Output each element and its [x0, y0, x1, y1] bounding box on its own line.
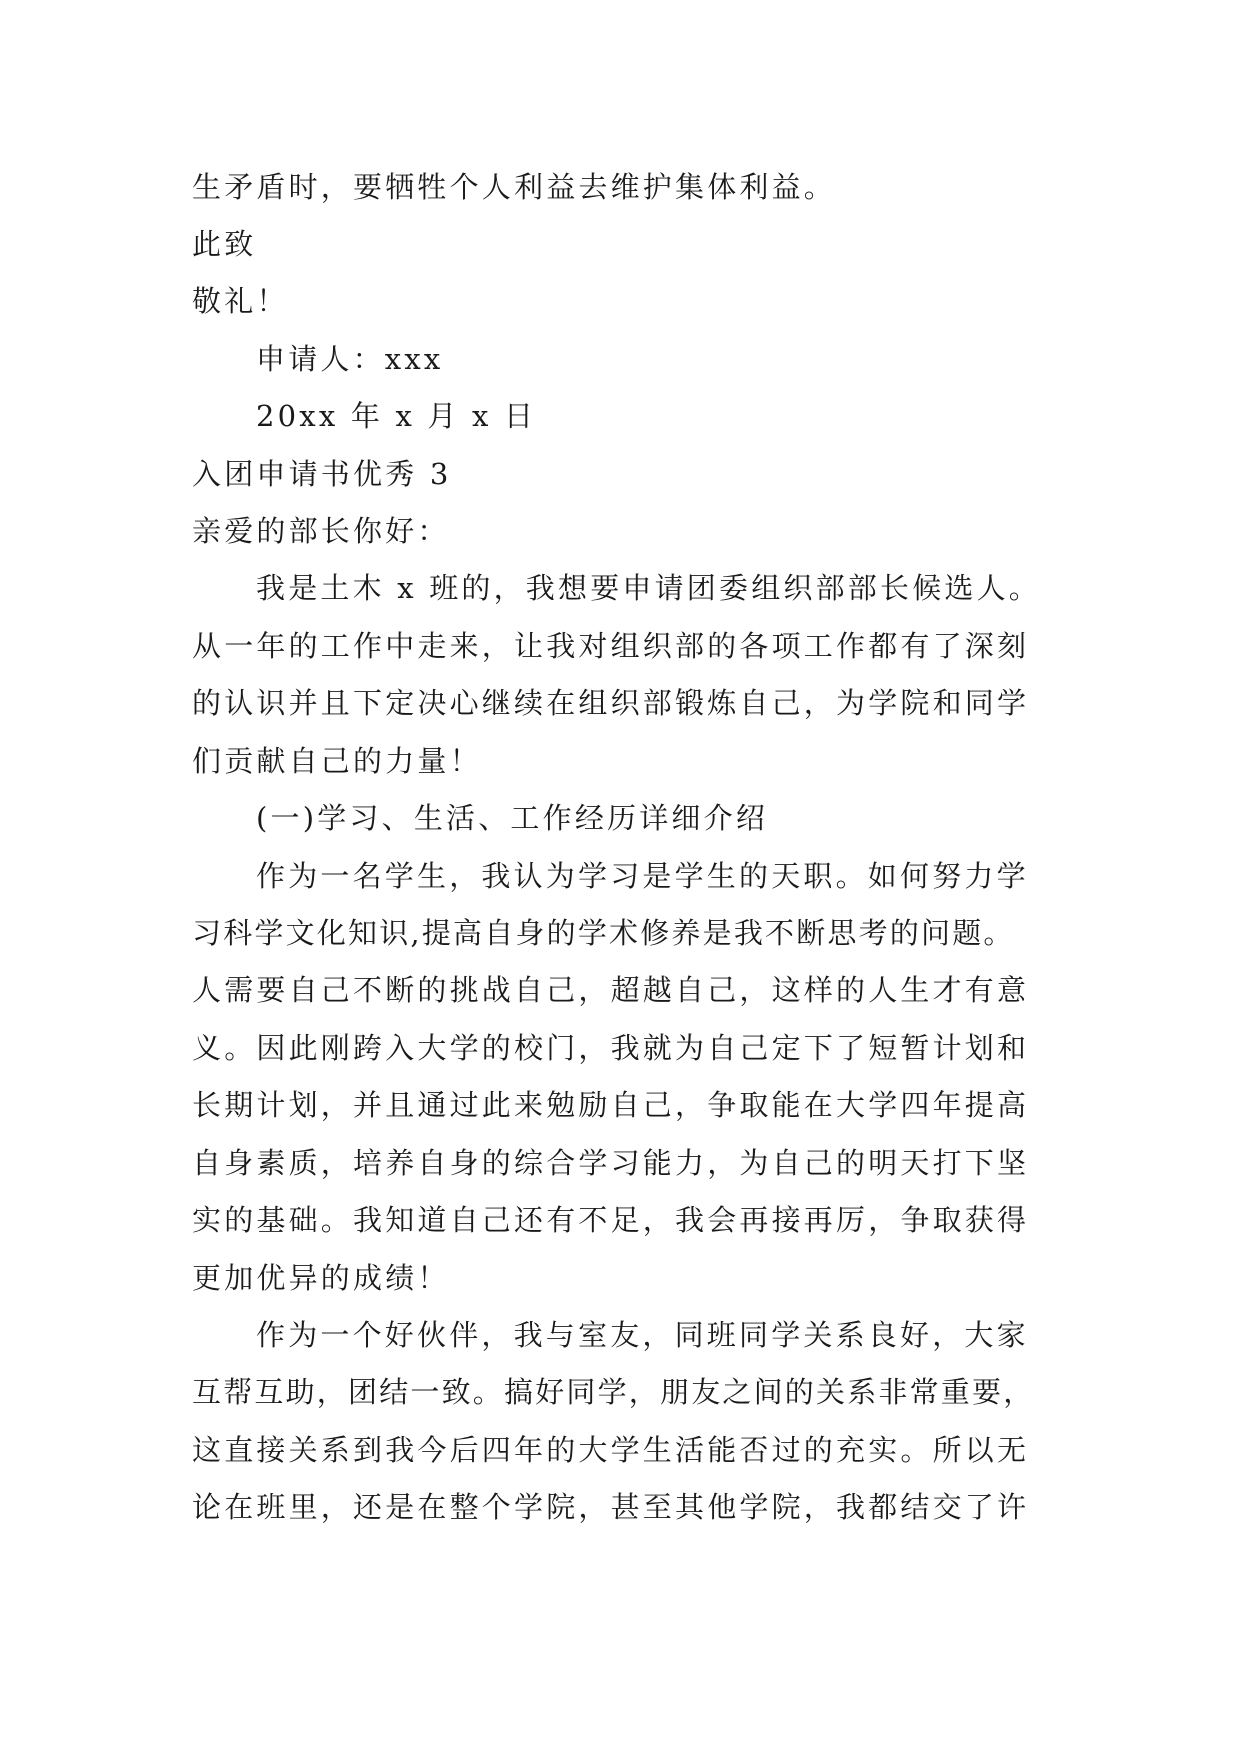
closing-salutation: 此致 [192, 227, 257, 261]
paragraph-line: 的认识并且下定决心继续在组织部锻炼自己，为学院和同学 [192, 686, 1030, 720]
applicant-signature: 申请人：xxx [256, 342, 444, 376]
paragraph-line: 义。因此刚跨入大学的校门，我就为自己定下了短暂计划和 [192, 1031, 1030, 1065]
paragraph-line: 论在班里，还是在整个学院，甚至其他学院，我都结交了许 [192, 1490, 1030, 1524]
paragraph-line: 们贡献自己的力量！ [192, 744, 482, 778]
paragraph-line: 从一年的工作中走来，让我对组织部的各项工作都有了深刻 [192, 629, 1030, 663]
paragraph-line: 我是土木 x 班的，我想要申请团委组织部部长候选人。 [256, 571, 1041, 605]
paragraph-line: 长期计划，并且通过此来勉励自己，争取能在大学四年提高 [192, 1088, 1030, 1122]
paragraph-line: 习科学文化知识,提高自身的学术修养是我不断思考的问题。 [192, 916, 1015, 950]
paragraph-line: 互帮互助，团结一致。搞好同学，朋友之间的关系非常重要， [192, 1375, 1035, 1409]
paragraph-line: 自身素质，培养自身的综合学习能力，为自己的明天打下坚 [192, 1146, 1030, 1180]
closing-regards: 敬礼！ [192, 284, 289, 318]
date-line: 20xx 年 x 月 x 日 [256, 399, 537, 433]
paragraph-line: 作为一名学生，我认为学习是学生的天职。如何努力学 [256, 859, 1029, 893]
paragraph-line: 实的基础。我知道自己还有不足，我会再接再厉，争取获得 [192, 1203, 1030, 1237]
paragraph-line: 更加优异的成绩！ [192, 1261, 450, 1295]
paragraph-line: 这直接关系到我今后四年的大学生活能否过的充实。所以无 [192, 1433, 1030, 1467]
subsection-heading: (一)学习、生活、工作经历详细介绍 [256, 801, 769, 835]
paragraph-line: 人需要自己不断的挑战自己，超越自己，这样的人生才有意 [192, 973, 1030, 1007]
text-line: 生矛盾时，要牺牲个人利益去维护集体利益。 [192, 170, 837, 204]
section-heading: 入团申请书优秀 3 [192, 457, 452, 491]
paragraph-line: 作为一个好伙伴，我与室友，同班同学关系良好，大家 [256, 1318, 1029, 1352]
letter-greeting: 亲爱的部长你好： [192, 514, 450, 548]
